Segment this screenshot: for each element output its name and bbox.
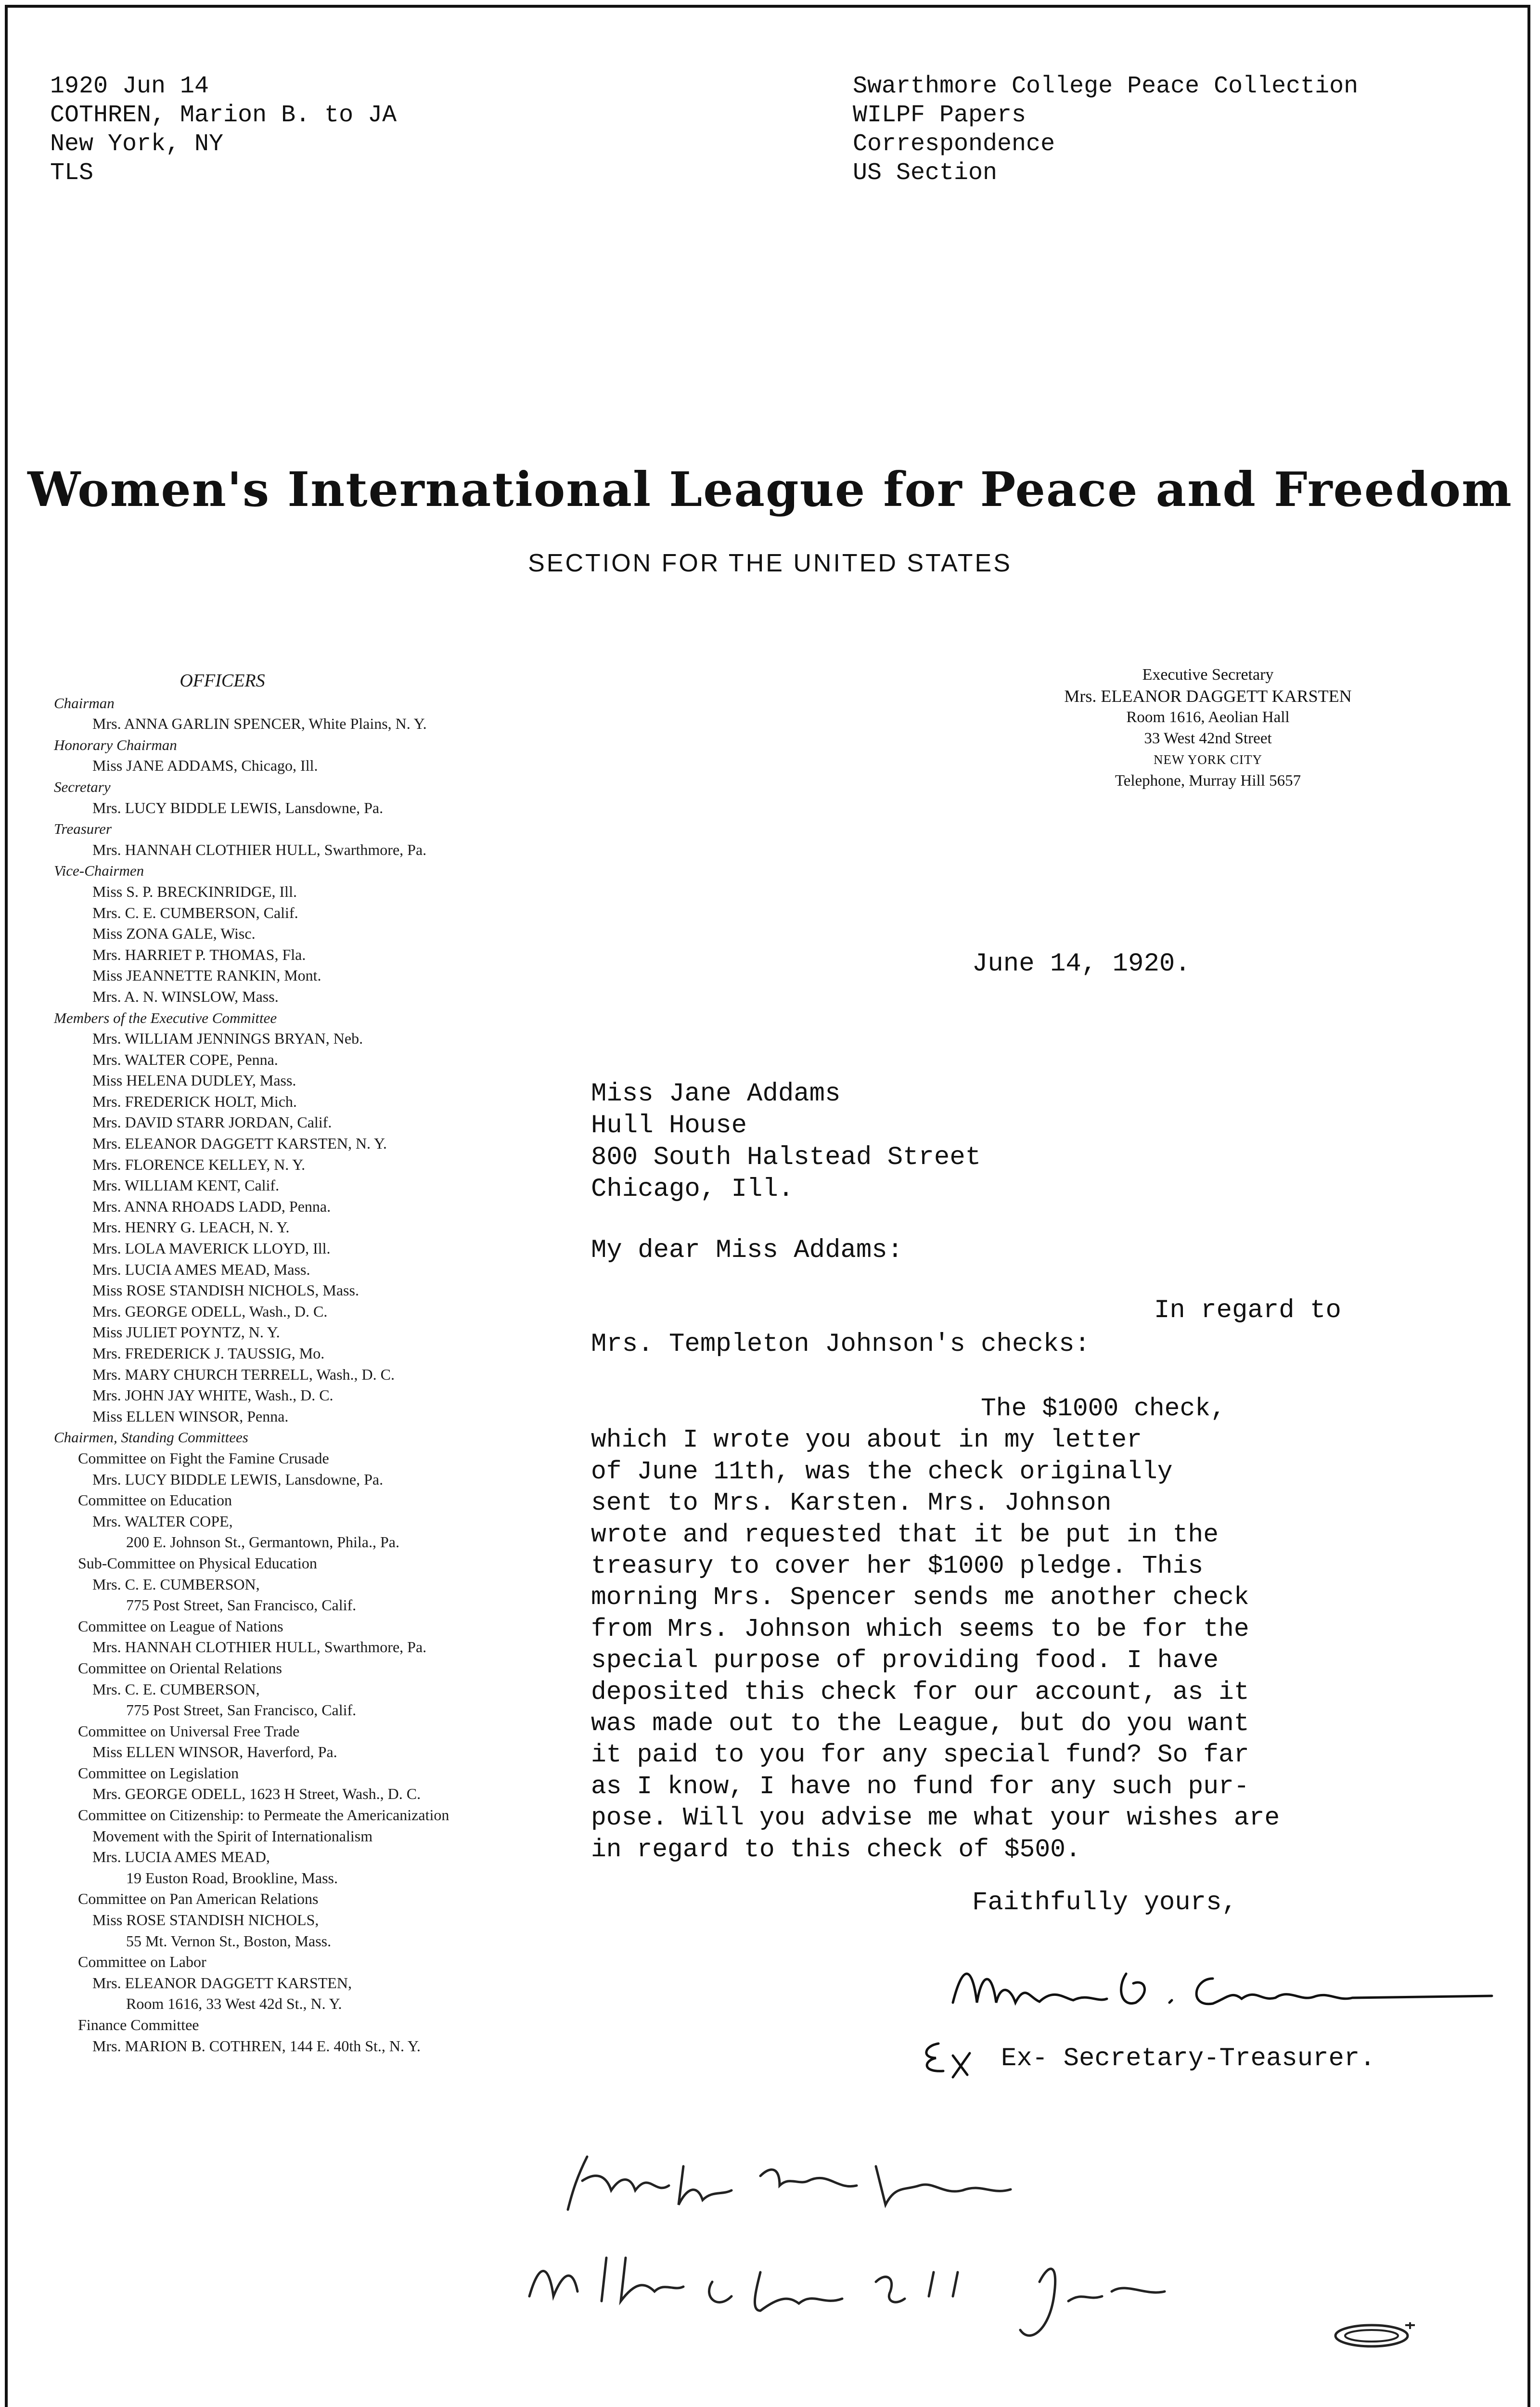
group-label: Honorary Chairman <box>54 736 177 753</box>
address-line: Hull House <box>591 1111 747 1140</box>
officer-entry: Mrs. GEORGE ODELL, Wash., D. C. <box>92 1302 328 1320</box>
officer-entry: Mrs. LUCY BIDDLE LEWIS, Lansdowne, Pa. <box>92 799 384 816</box>
committee-name: Committee on Pan American Relations <box>78 1890 319 1908</box>
letterhead-subtitle: SECTION FOR THE UNITED STATES <box>528 549 1012 577</box>
officer-entry: Miss HELENA DUDLEY, Mass. <box>92 1072 296 1089</box>
executive-committee-list <box>54 1028 583 1427</box>
archive-doctype: TLS <box>50 159 94 187</box>
committee-name: Committee on Labor <box>78 1953 206 1971</box>
committee-member: Movement with the Spirit of Internationalism <box>92 1827 373 1845</box>
archive-subseries: US Section <box>853 159 998 187</box>
officers-list <box>54 671 583 2057</box>
committee-member: 775 Post Street, San Francisco, Calif. <box>126 1596 357 1614</box>
address-line: Chicago, Ill. <box>591 1175 794 1204</box>
standing-committees-list <box>54 1448 583 2057</box>
officer-entry: Mrs. LUCIA AMES MEAD, Mass. <box>92 1260 310 1278</box>
subject-line-2: Mrs. Templeton Johnson's checks: <box>591 1330 1090 1359</box>
archive-collection: Swarthmore College Peace Collection <box>853 73 1359 100</box>
body-line: as I know, I have no fund for any such pur- <box>591 1772 1249 1801</box>
officer-entry: Miss ELLEN WINSOR, Penna. <box>92 1407 289 1425</box>
officer-entry: Mrs. WILLIAM JENNINGS BRYAN, Neb. <box>92 1030 363 1048</box>
officer-entry: Mrs. FREDERICK J. TAUSSIG, Mo. <box>92 1345 325 1362</box>
committee-member: 19 Euston Road, Brookline, Mass. <box>126 1869 338 1887</box>
archive-place: New York, NY <box>50 130 224 158</box>
archive-papers: WILPF Papers <box>853 102 1027 129</box>
group-label: Treasurer <box>54 820 112 838</box>
recipient-address <box>591 1078 981 1205</box>
committee-member: Mrs. HANNAH CLOTHIER HULL, Swarthmore, Pa. <box>92 1638 427 1656</box>
body-line: treasury to cover her $1000 pledge. This <box>591 1552 1204 1581</box>
salutation: My dear Miss Addams: <box>591 1236 903 1265</box>
committee-name: Committee on Oriental Relations <box>78 1659 282 1677</box>
handwritten-ex-mark <box>910 2036 987 2080</box>
officer-entry: Mrs. HENRY G. LEACH, N. Y. <box>92 1218 290 1236</box>
exec-role: Executive Secretary <box>1142 666 1274 684</box>
committee-member: Mrs. LUCIA AMES MEAD, <box>92 1848 270 1866</box>
officer-entry: Miss JEANNETTE RANKIN, Mont. <box>92 967 321 984</box>
body-line: was made out to the League, but do you want <box>591 1709 1249 1738</box>
committee-member: Mrs. GEORGE ODELL, 1623 H Street, Wash., D. C. <box>92 1785 421 1803</box>
committee-member: Mrs. C. E. CUMBERSON, <box>92 1680 260 1698</box>
officer-entry: Mrs. C. E. CUMBERSON, Calif. <box>92 904 298 921</box>
address-line: 800 South Halstead Street <box>591 1143 981 1172</box>
officer-entry: Miss S. P. BRECKINRIDGE, Ill. <box>92 882 297 900</box>
handwritten-signature <box>943 1945 1502 2027</box>
committee-name: Committee on Education <box>78 1491 232 1509</box>
committee-member: Mrs. WALTER COPE, <box>92 1512 233 1530</box>
committee-name: Committee on Fight the Famine Crusade <box>78 1449 329 1467</box>
body-line: in regard to this check of $500. <box>591 1835 1081 1864</box>
officer-entry: Mrs. LOLA MAVERICK LLOYD, Ill. <box>92 1240 331 1257</box>
officer-entry: Miss ROSE STANDISH NICHOLS, Mass. <box>92 1281 359 1299</box>
group-label: Chairman <box>54 694 115 712</box>
committee-member: 55 Mt. Vernon St., Boston, Mass. <box>126 1932 332 1950</box>
officer-entry: Miss JANE ADDAMS, Chicago, Ill. <box>92 757 318 775</box>
committee-member: Room 1616, 33 West 42d St., N. Y. <box>126 1995 342 2013</box>
committee-name: Committee on Citizenship: to Permeate the Americanization <box>78 1806 449 1824</box>
body-line: special purpose of providing food. I have <box>591 1646 1219 1675</box>
group-label: Chairmen, Standing Committees <box>54 1429 248 1446</box>
officer-entry: Miss JULIET POYNTZ, N. Y. <box>92 1323 280 1341</box>
exec-room: Room 1616, Aeolian Hall <box>1126 709 1290 726</box>
committee-member: Mrs. MARION B. COTHREN, 144 E. 40th St., N. Y. <box>92 2037 421 2055</box>
officers-heading: OFFICERS <box>180 671 265 691</box>
archive-info-left <box>50 72 397 188</box>
body-line: deposited this check for our account, as it <box>591 1677 1249 1707</box>
signature-title: Ex- Secretary-Treasurer. <box>1001 2044 1375 2073</box>
exec-street: 33 West 42nd Street <box>1144 730 1272 747</box>
archive-info-right <box>853 72 1358 188</box>
committee-member: Miss ELLEN WINSOR, Haverford, Pa. <box>92 1743 337 1761</box>
officer-entry: Mrs. A. N. WINSLOW, Mass. <box>92 987 279 1005</box>
group-label: Secretary <box>54 778 111 795</box>
committee-member: 200 E. Johnson St., Germantown, Phila., Pa. <box>126 1533 399 1551</box>
body-line: it paid to you for any special fund? So far <box>591 1740 1249 1770</box>
closing: Faithfully yours, <box>972 1888 1237 1917</box>
officer-entry: Mrs. ELEANOR DAGGETT KARSTEN, N. Y. <box>92 1135 387 1152</box>
exec-name: Mrs. ELEANOR DAGGETT KARSTEN <box>1064 686 1352 706</box>
committee-member: Mrs. LUCY BIDDLE LEWIS, Lansdowne, Pa. <box>92 1470 384 1488</box>
officer-entry: Mrs. DAVID STARR JORDAN, Calif. <box>92 1113 332 1131</box>
address-line: Miss Jane Addams <box>591 1079 841 1109</box>
committee-name: Committee on Universal Free Trade <box>78 1722 300 1740</box>
body-line: wrote and requested that it be put in the <box>591 1520 1219 1549</box>
executive-secretary-block <box>1040 664 1376 791</box>
exec-telephone: Telephone, Murray Hill 5657 <box>1115 772 1301 789</box>
body-line: pose. Will you advise me what your wishes are <box>591 1803 1280 1833</box>
letterhead-title: Women's International League for Peace and Freedom <box>27 462 1513 518</box>
committee-member: Mrs. C. E. CUMBERSON, <box>92 1575 260 1593</box>
letter-body <box>591 1393 1280 1865</box>
group-label: Vice-Chairmen <box>54 862 144 880</box>
officer-entry: Mrs. ANNA RHOADS LADD, Penna. <box>92 1197 331 1215</box>
body-line: which I wrote you about in my letter <box>591 1425 1142 1455</box>
exec-city: NEW YORK CITY <box>1154 752 1262 767</box>
officer-entry: Mrs. FREDERICK HOLT, Mich. <box>92 1092 297 1110</box>
body-line: morning Mrs. Spencer sends me another check <box>591 1583 1249 1612</box>
body-line: The $1000 check, <box>981 1394 1226 1423</box>
officer-entry: Miss ZONA GALE, Wisc. <box>92 925 256 943</box>
officer-entry: Mrs. HARRIET P. THOMAS, Fla. <box>92 945 306 963</box>
officer-entry: Mrs. MARY CHURCH TERRELL, Wash., D. C. <box>92 1365 395 1383</box>
committee-member: Miss ROSE STANDISH NICHOLS, <box>92 1911 319 1929</box>
group-label: Members of the Executive Committee <box>54 1009 277 1026</box>
archive-date: 1920 Jun 14 <box>50 73 209 100</box>
officer-entry: Mrs. ANNA GARLIN SPENCER, White Plains, N. Y. <box>92 715 427 733</box>
body-line: of June 11th, was the check originally <box>591 1457 1173 1486</box>
officer-entry: Mrs. WALTER COPE, Penna. <box>92 1050 278 1068</box>
paper-watermark-stamp <box>1328 2316 1424 2354</box>
committee-name: Committee on Legislation <box>78 1764 239 1782</box>
committee-member: 775 Post Street, San Francisco, Calif. <box>126 1701 357 1719</box>
archive-series: Correspondence <box>853 130 1055 158</box>
officer-entry: Mrs. WILLIAM KENT, Calif. <box>92 1177 280 1194</box>
body-line: from Mrs. Johnson which seems to be for the <box>591 1614 1249 1643</box>
officer-entry: Mrs. HANNAH CLOTHIER HULL, Swarthmore, Pa. <box>92 841 427 858</box>
subject-line-1: In regard to <box>1154 1296 1341 1325</box>
committee-name: Committee on League of Nations <box>78 1617 283 1635</box>
officer-entry: Mrs. FLORENCE KELLEY, N. Y. <box>92 1155 306 1173</box>
archive-correspondents: COTHREN, Marion B. to JA <box>50 102 397 129</box>
committee-member: Mrs. ELEANOR DAGGETT KARSTEN, <box>92 1974 352 1992</box>
handwritten-annotation <box>510 2137 1328 2407</box>
letter-date: June 14, 1920. <box>972 949 1191 979</box>
vice-chairmen-list <box>54 881 583 1008</box>
committee-name: Finance Committee <box>78 2016 199 2033</box>
officer-entry: Mrs. JOHN JAY WHITE, Wash., D. C. <box>92 1386 334 1404</box>
body-line: sent to Mrs. Karsten. Mrs. Johnson <box>591 1488 1112 1518</box>
committee-name: Sub-Committee on Physical Education <box>78 1554 317 1572</box>
